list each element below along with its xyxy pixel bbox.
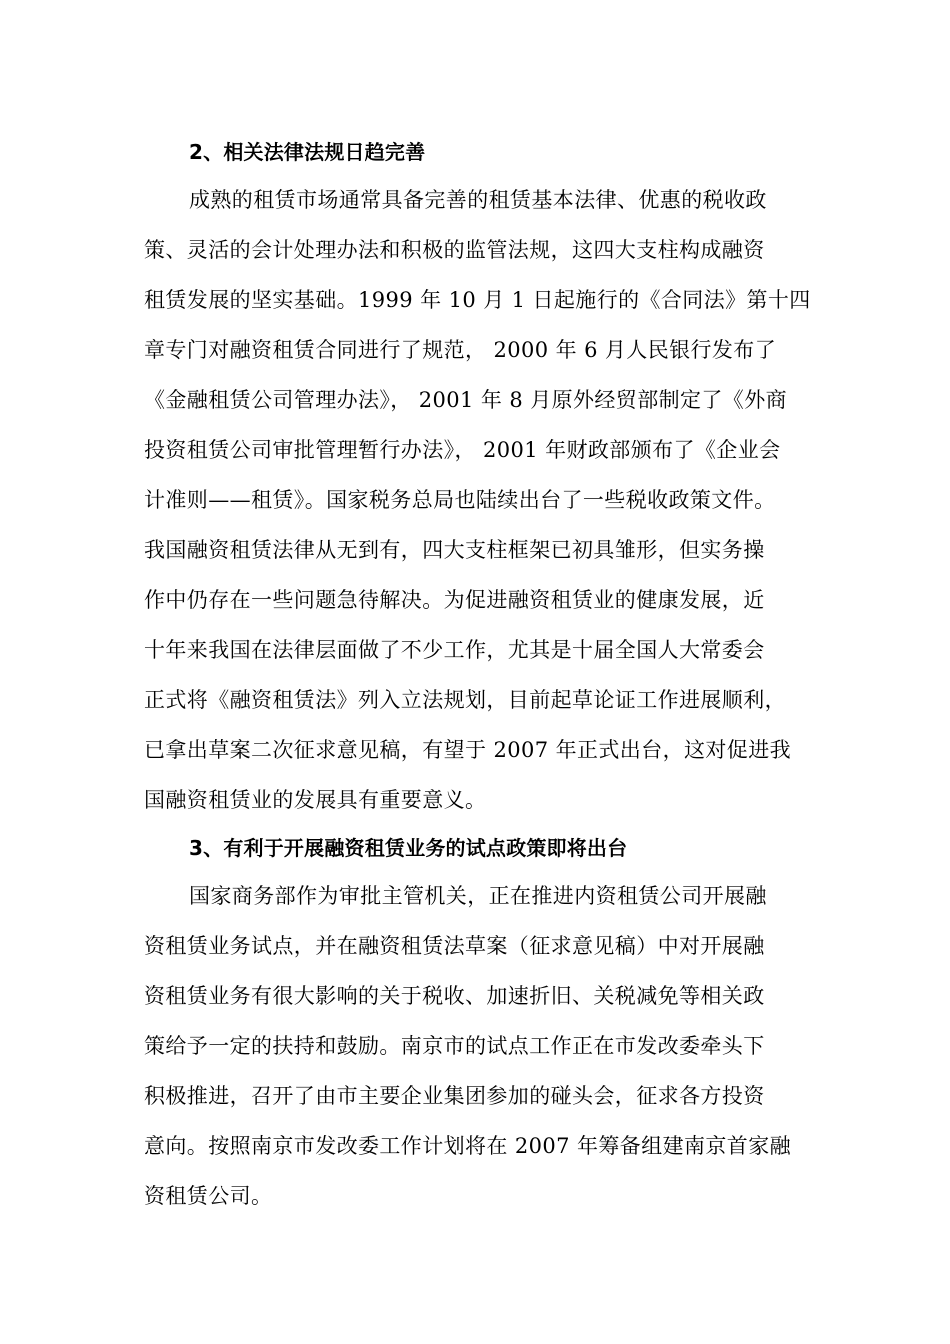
- paragraph-line: 策、灵活的会计处理办法和积极的监管法规，这四大支柱构成融资: [144, 238, 765, 262]
- paragraph-line: 正式将《融资租赁法》列入立法规划，目前起草论证工作进展顺利，: [144, 688, 786, 712]
- paragraph-line: 策给予一定的扶持和鼓励。南京市的试点工作正在市发改委牵头下: [144, 1034, 765, 1058]
- paragraph-line: 资租赁业务有很大影响的关于税收、加速折旧、关税减免等相关政: [144, 984, 765, 1008]
- section-2-heading: 2、相关法律法规日趋完善: [189, 140, 426, 164]
- paragraph-line: 资租赁公司。: [144, 1184, 273, 1208]
- paragraph-line: 积极推进，召开了由市主要企业集团参加的碰头会，征求各方投资: [144, 1084, 765, 1108]
- paragraph-line: 租赁发展的坚实基础。1999 年 10 月 1 日起施行的《合同法》第十四: [144, 288, 811, 312]
- paragraph-line: 计准则——租赁》。国家税务总局也陆续出台了一些税收政策文件。: [144, 488, 776, 512]
- paragraph-line: 章专门对融资租赁合同进行了规范， 2000 年 6 月人民银行发布了: [144, 338, 777, 362]
- section-3-heading: 3、有利于开展融资租赁业务的试点政策即将出台: [189, 836, 628, 860]
- paragraph-line: 我国融资租赁法律从无到有，四大支柱框架已初具雏形，但实务操: [144, 538, 765, 562]
- paragraph-line: 《金融租赁公司管理办法》， 2001 年 8 月原外经贸部制定了《外商: [144, 388, 788, 412]
- paragraph-line: 意向。按照南京市发改委工作计划将在 2007 年筹备组建南京首家融: [144, 1134, 791, 1158]
- paragraph-line: 十年来我国在法律层面做了不少工作，尤其是十届全国人大常委会: [144, 638, 765, 662]
- paragraph-line: 国家商务部作为审批主管机关，正在推进内资租赁公司开展融: [189, 884, 767, 908]
- paragraph-line: 资租赁业务试点，并在融资租赁法草案（征求意见稿）中对开展融: [144, 934, 765, 958]
- paragraph-line: 作中仍存在一些问题急待解决。为促进融资租赁业的健康发展，近: [144, 588, 765, 612]
- paragraph-line: 成熟的租赁市场通常具备完善的租赁基本法律、优惠的税收政: [189, 188, 767, 212]
- paragraph-line: 投资租赁公司审批管理暂行办法》， 2001 年财政部颁布了《企业会: [144, 438, 781, 462]
- paragraph-line: 已拿出草案二次征求意见稿，有望于 2007 年正式出台，这对促进我: [144, 738, 791, 762]
- paragraph-line: 国融资租赁业的发展具有重要意义。: [144, 788, 487, 812]
